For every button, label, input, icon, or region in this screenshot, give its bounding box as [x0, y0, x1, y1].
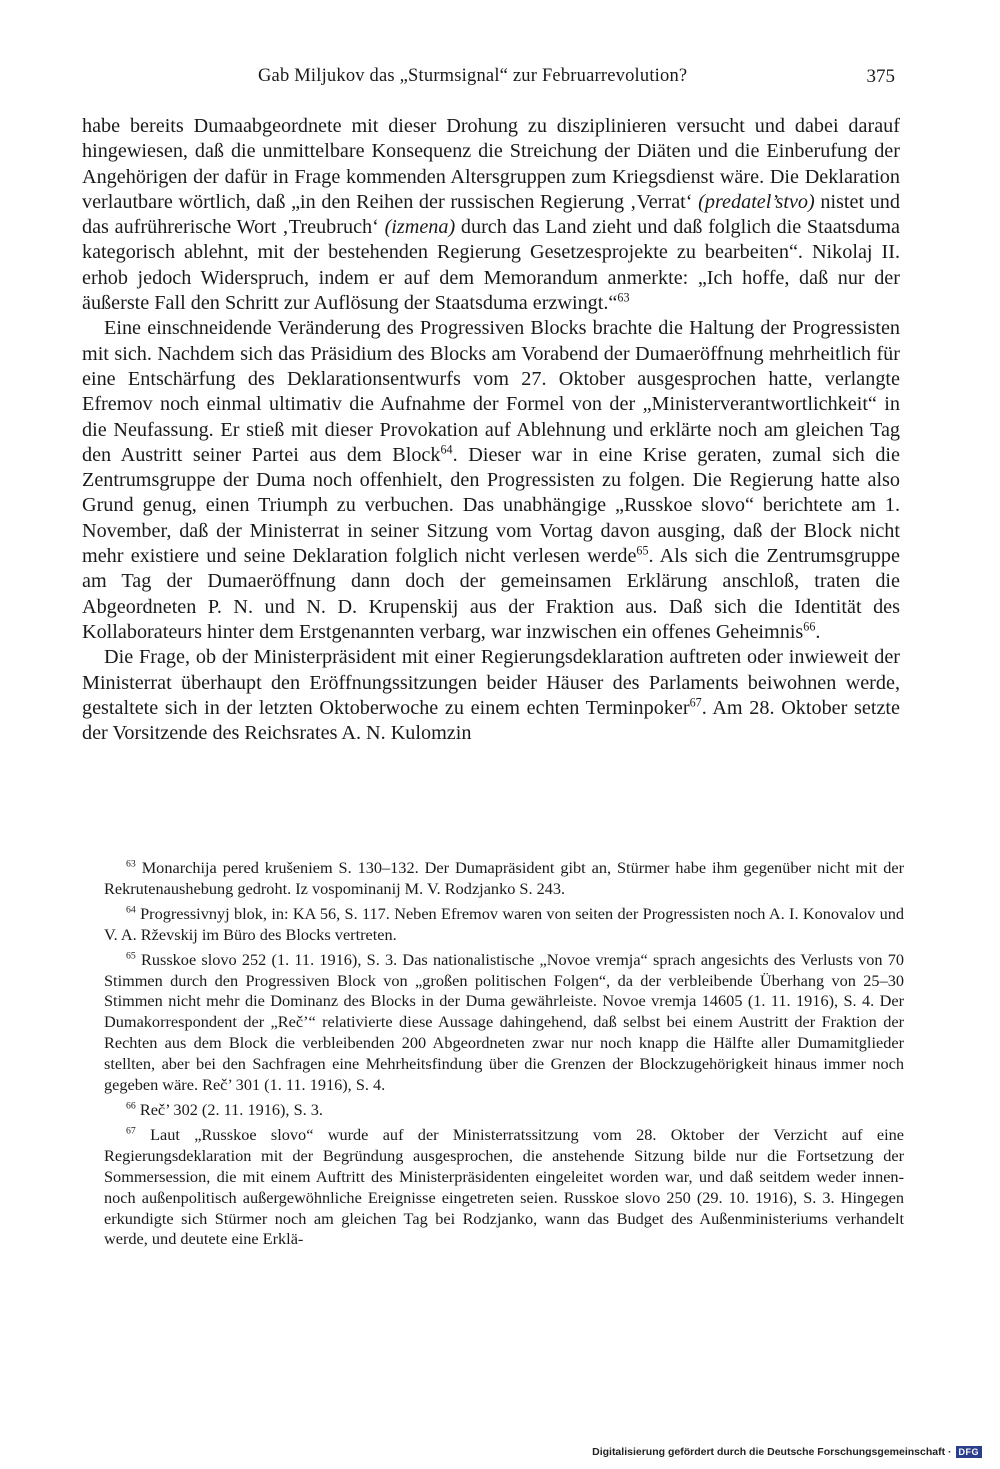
footnote-ref-64[interactable]: 64	[440, 442, 453, 457]
paragraph-3	[82, 645, 900, 746]
footnote-text: Monarchija pered krušeniem S. 130–132. Der Dumapräsident gibt an, Stürmer habe ihm gegenüber nicht mit der Rekrutenaushebung gedroht. Iz vospominanij M. V. Rodzjanko S. 243.	[104, 858, 904, 898]
footnote-number: 65	[126, 950, 136, 962]
footnote-ref-66[interactable]: 66	[803, 619, 816, 634]
text-run: habe bereits Dumaabgeordnete mit dieser Drohung zu disziplinieren versucht und dabei darauf hingewiesen, daß die unmittelbare Konsequenz die Streichung der Diäten und die Einberufung der Angehörigen der dafür in Frage kommenden Altersgruppen zum Kriegsdienst wäre. Die Deklaration verlautbare wörtlich, daß „in den Reihen der russischen Regierung ‚Verrat‘	[82, 115, 900, 213]
footnotes	[104, 858, 904, 1254]
digitization-footer	[592, 1446, 982, 1458]
footnote-67	[104, 1125, 904, 1250]
text-run: Die Frage, ob der Ministerpräsident mit einer Regierungsdeklaration auftreten oder inwieweit der Ministerrat überhaupt den Eröffnungssitzungen beider Häuser des Parlaments beiwohnen werde, gestaltete sich in der letzten Oktoberwoche zu einem echten Terminpoker	[82, 646, 900, 719]
footnote-number: 66	[126, 1100, 136, 1112]
text-run: nistet und das aufrührerische Wort ‚Treubruch‘	[82, 190, 900, 239]
running-header	[100, 66, 900, 96]
italic-term: (predatel’stvo)	[698, 190, 815, 213]
italic-term: (izmena)	[384, 216, 456, 239]
main-text	[82, 114, 900, 746]
running-title: Gab Miljukov das „Sturmsignal“ zur Februarrevolution?	[258, 66, 688, 86]
footnote-text: Russkoe slovo 252 (1. 11. 1916), S. 3. Das nationalistische „Novoe vremja“ sprach angesichts des Verlusts von 70 Stimmen durch den Progressiven Block von „großen politischen Folgen“, da der verbleibende Überhang von 25–30 Stimmen nicht mehr die Dominanz des Blocks in der Duma gewährleiste. Novoe vremja 14605 (1. 11. 1916), S. 4. Der Dumakorrespondent der „Reč’“ relativierte diese Aussage dahingehend, daß selbst bei einem Austritt der Fraktion der Rechten aus dem Block die verbleibenden 200 Abgeordneten zwar nur noch knapp die Hälfte aller Dumamitglieder stellten, aber bei den Sachfragen eine Mehrheitsfindung über die Grenzen der Blockzugehörigkeit hinaus immer noch gegeben wäre. Reč’ 301 (1. 11. 1916), S. 4.	[104, 949, 904, 1095]
paragraph-1	[82, 114, 900, 316]
footnote-text: Reč’ 302 (2. 11. 1916), S. 3.	[135, 1099, 323, 1119]
footnote-number: 64	[126, 904, 136, 916]
footnote-66	[104, 1100, 904, 1121]
footer-text: Digitalisierung gefördert durch die Deutsche Forschungsgemeinschaft ·	[592, 1446, 952, 1458]
footnote-number: 63	[126, 858, 136, 870]
footnote-ref-65[interactable]: 65	[636, 543, 649, 558]
footnote-ref-63[interactable]: 63	[617, 290, 630, 305]
paragraph-2	[82, 316, 900, 645]
text-run: . Als sich die Zentrumsgruppe am Tag der Dumaeröffnung dann doch der gemeinsamen Erklärung anschloß, traten die Abgeordneten P. N. und N. D. Krupenskij aus der Fraktion aus. Daß sich die Identität des Kollaborateurs hinter dem Erstgenannten verbarg, war inzwischen ein offenes Geheimnis	[82, 545, 900, 643]
footnote-text: Laut „Russkoe slovo“ wurde auf der Ministerratssitzung vom 28. Oktober der Verzicht auf eine Regierungsdeklaration mit der Begründung ausgesprochen, die anstehende Sitzung bilde nur die Fortsetzung der Sommersession, die mit einem Auftritt des Ministerpräsidenten eingeleitet worden war, und daß seitdem weder innen- noch außenpolitisch außergewöhnliche Ereignisse eingetreten seien. Russkoe slovo 250 (29. 10. 1916), S. 3. Hingegen erkundigte sich Stürmer noch am gleichen Tag bei Rodzjanko, wann das Budget des Außenministeriums verhandelt werde, und deutete eine Erklä-	[104, 1124, 904, 1249]
page-number: 375	[866, 66, 895, 87]
footnote-ref-67[interactable]: 67	[689, 695, 702, 710]
text-run: . Dieser war in eine Krise geraten, zumal sich die Zentrumsgruppe der Duma noch offenhielt, den Progressisten zu folgen. Die Regierung hatte also Grund genug, einen Triumph zu verbuchen. Das unabhängige „Russkoe slovo“ berichtete am 1. November, daß der Ministerrat in seiner Sitzung vom Vortag davon ausging, daß der Block nicht mehr existiere und seine Deklaration folglich nicht verlesen werde	[82, 443, 900, 568]
dfg-logo-icon: DFG	[956, 1446, 983, 1458]
footnote-text: Progressivnyj blok, in: KA 56, S. 117. Neben Efremov waren von seiten der Progressisten noch A. I. Konovalov und V. A. Rževskij im Büro des Blocks vertreten.	[104, 903, 904, 944]
text-run: durch das Land zieht und daß folglich die Staatsduma kategorisch ablehnt, mit der bestehenden Regierung Gesetzesprojekte zu bearbeiten“. Nikolaj II. erhob jedoch Widerspruch, indem er auf dem Memorandum anmerkte: „Ich hoffe, daß nur der äußerste Fall den Schritt zur Auflösung der Staatsduma erzwingt.“	[82, 216, 900, 315]
text-run: .	[815, 620, 821, 643]
text-run: . Am 28. Oktober setzte der Vorsitzende des Reichsrates A. N. Kulomzin	[82, 696, 900, 745]
footnote-number: 67	[126, 1125, 136, 1137]
text-run: Eine einschneidende Veränderung des Progressiven Blocks brachte die Haltung der Progressisten mit sich. Nachdem sich das Präsidium des Blocks am Vorabend der Dumaeröffnung mehrheitlich für eine Entschärfung des Deklarationsentwurfs vom 27. Oktober ausgesprochen hatte, verlangte Efremov noch einmal ultimativ die Aufnahme der Formel von der „Ministerverantwortlichkeit“ in die Neufassung. Er stieß mit dieser Provokation auf Ablehnung und erklärte noch am gleichen Tag den Austritt seiner Partei aus dem Block	[82, 317, 900, 466]
footnote-63	[104, 858, 904, 900]
footnote-64	[104, 904, 904, 946]
footnote-65	[104, 950, 904, 1096]
